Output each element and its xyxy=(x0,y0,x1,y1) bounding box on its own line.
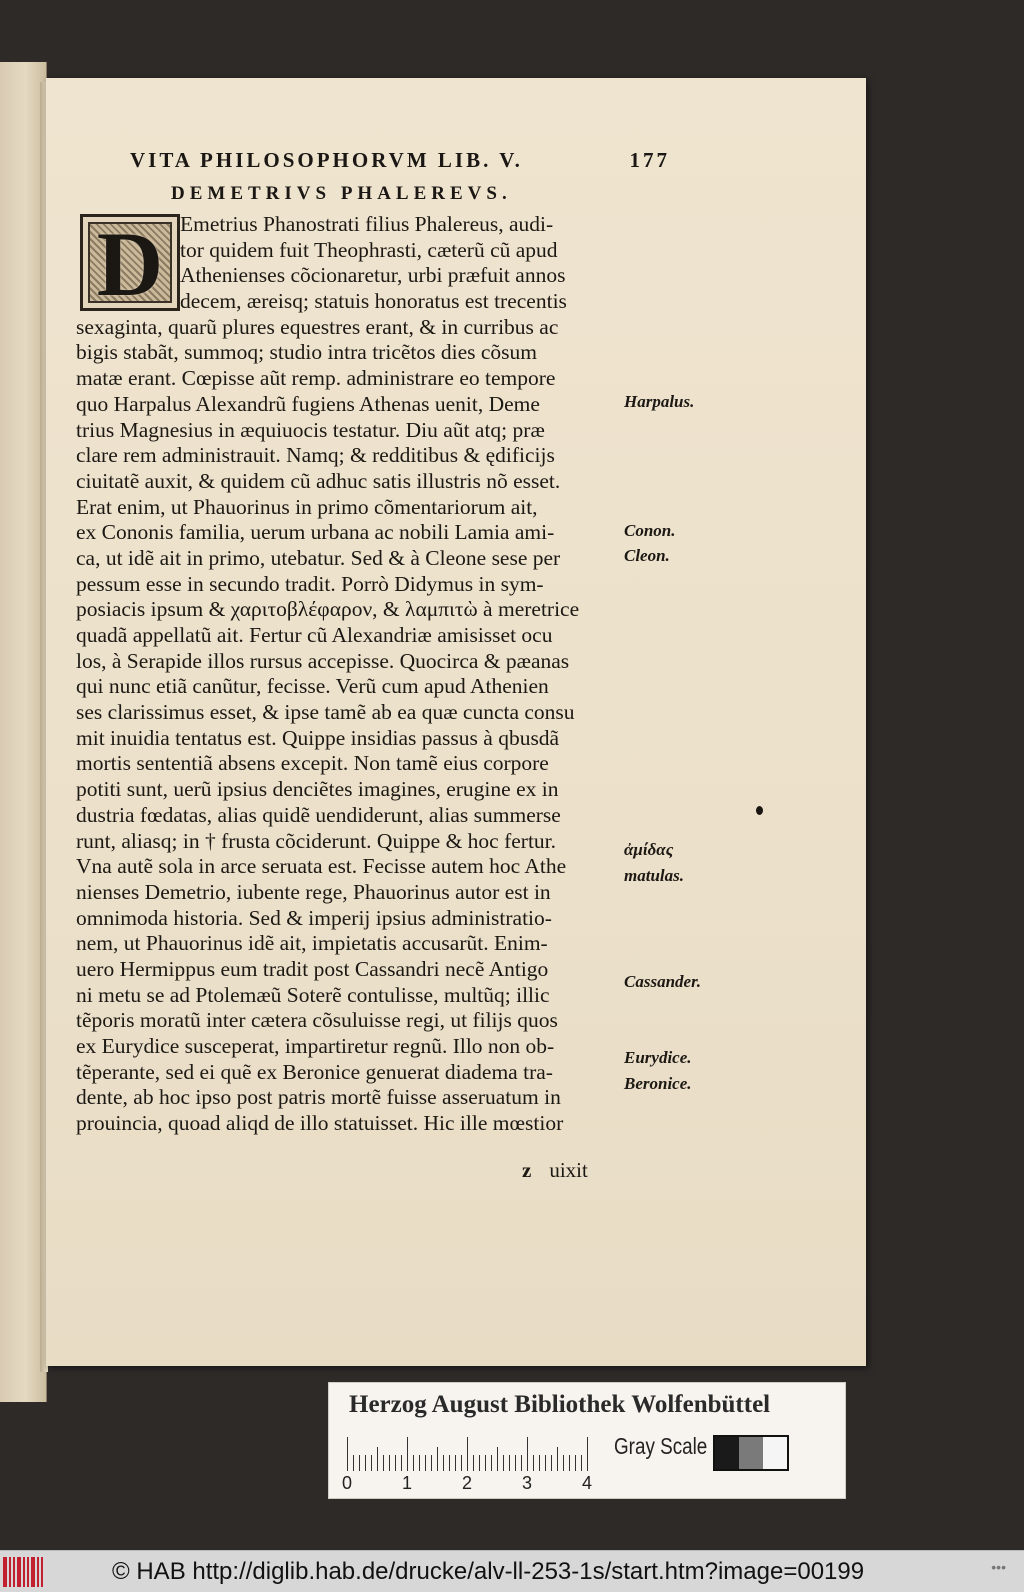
gray-swatch xyxy=(763,1437,787,1469)
text-line: prouincia, quoad aliqd de illo statuisset. Hic ille mœstior xyxy=(76,1111,564,1136)
text-line: quo Harpalus Alexandrũ fugiens Athenas uenit, Deme xyxy=(76,391,540,416)
text-line: decem, æreisq; statuis honoratus est trecentis xyxy=(180,289,567,314)
ruler-tick xyxy=(563,1455,564,1471)
book-page xyxy=(46,78,866,1366)
ruler-tick xyxy=(467,1437,468,1471)
ruler-tick xyxy=(443,1455,444,1471)
logo-bar xyxy=(41,1557,43,1587)
text-line: tẽporis moratũ inter cætera cõsuluisse regi, ut filijs quos xyxy=(76,1008,558,1033)
ruler-number: 4 xyxy=(582,1473,593,1493)
ruler-tick xyxy=(353,1455,354,1471)
margin-note: Eurydice. xyxy=(624,1048,692,1067)
text-line: Erat enim, ut Phauorinus in primo cõmentariorum ait, xyxy=(76,494,538,519)
text-line: uero Hermippus eum tradit post Cassandri necẽ Antigo xyxy=(76,956,549,981)
ruler-number: 2 xyxy=(462,1473,473,1493)
section-title: DEMETRIVS PHALEREVS. xyxy=(171,183,512,204)
gray-swatch xyxy=(715,1437,739,1469)
logo-bar xyxy=(13,1557,15,1587)
text-line: bigis stabãt, summoq; studio intra tricẽtos dies cõsum xyxy=(76,340,538,365)
ruler-tick xyxy=(515,1455,516,1471)
text-line: ex Cononis familia, uerum urbana ac nobili Lamia ami- xyxy=(76,520,555,545)
text-line: potiti sunt, uerũ ipsius denciẽtes imagines, erugine ex in xyxy=(76,777,559,802)
text-line: tẽperante, sed ei quẽ ex Beronice genuerat diadema tra- xyxy=(76,1059,553,1084)
ruler-tick xyxy=(545,1455,546,1471)
ruler-tick xyxy=(407,1437,408,1471)
text-line: pessum esse in secundo tradit. Porrò Didymus in sym- xyxy=(76,571,544,596)
ruler-tick xyxy=(431,1455,432,1471)
margin-note: ἀμίδας xyxy=(624,840,674,859)
more-icon[interactable]: ••• xyxy=(991,1559,1006,1575)
hab-barcode-logo-icon[interactable] xyxy=(3,1557,47,1587)
logo-bar xyxy=(17,1557,21,1587)
ruler-tick xyxy=(521,1455,522,1471)
ruler-tick xyxy=(581,1455,582,1471)
ruler-tick xyxy=(491,1455,492,1471)
margin-note: matulas. xyxy=(624,866,684,885)
logo-bar xyxy=(27,1557,29,1587)
ruler-tick xyxy=(539,1455,540,1471)
ruler-tick xyxy=(497,1447,498,1471)
margin-note: Cassander. xyxy=(624,972,701,991)
gray-scale-label: Gray Scale xyxy=(614,1433,708,1459)
ruler-tick xyxy=(533,1455,534,1471)
margin-note: Beronice. xyxy=(624,1074,692,1093)
ruler-tick xyxy=(455,1455,456,1471)
ruler-tick xyxy=(557,1447,558,1471)
text-line: ses clarissimus esset, & ipse tamẽ ab ea quæ cuncta consu xyxy=(76,700,575,725)
text-line: ni metu se ad Ptolemæũ Soterẽ contulisse, multũq; illic xyxy=(76,982,550,1007)
text-line: matæ erant. Cœpisse aũt remp. administrare eo tempore xyxy=(76,366,556,391)
ruler-tick xyxy=(401,1455,402,1471)
text-line: tor quidem fuit Theophrasti, cæterũ cũ apud xyxy=(180,237,558,262)
page-number: 177 xyxy=(629,148,670,172)
text-line: dente, ab hoc ipso post patris mortẽ fuisse asseruatum in xyxy=(76,1085,561,1110)
ruler-tick xyxy=(473,1455,474,1471)
ruler-tick xyxy=(359,1455,360,1471)
margin-note: Cleon. xyxy=(624,546,670,565)
text-line: mit inuidia tentatus est. Quippe insidias passus à qbusdã xyxy=(76,725,560,750)
ruler-tick xyxy=(527,1437,528,1471)
ruler-tick xyxy=(449,1455,450,1471)
ruler-number: 1 xyxy=(402,1473,413,1493)
body-text xyxy=(76,212,661,1137)
ruler-tick xyxy=(569,1455,570,1471)
ruler-tick xyxy=(437,1447,438,1471)
ruler-tick xyxy=(425,1455,426,1471)
ruler-tick xyxy=(479,1455,480,1471)
signature-mark: z xyxy=(522,1158,532,1182)
ruler-tick xyxy=(365,1455,366,1471)
text-line: qui nunc etiã canũtur, fecisse. Verũ cum apud Athenien xyxy=(76,674,549,699)
logo-bar xyxy=(9,1557,11,1587)
text-line: posiacis ipsum & χαριτοβλέφαρον, & λαμπιτὼ à meretrice xyxy=(76,597,580,622)
scale-ruler xyxy=(342,1437,597,1493)
text-line: ex Eurydice susceperat, impartiretur regnũ. Illo non ob- xyxy=(76,1034,555,1058)
logo-bar xyxy=(31,1557,35,1587)
text-line: nienses Demetrio, iubente rege, Phauorinus autor est in xyxy=(76,879,551,904)
text-line: mortis sententiã absens excepit. Non tamẽ eius corpore xyxy=(76,751,549,776)
ruler-tick xyxy=(377,1447,378,1471)
ruler-tick xyxy=(551,1455,552,1471)
ruler-tick xyxy=(503,1455,504,1471)
ruler-tick xyxy=(383,1455,384,1471)
catchword: uixit xyxy=(549,1158,588,1182)
text-line: los, à Serapide illos rursus accepisse. Quocirca & pæanas xyxy=(76,648,570,673)
copyright-url[interactable]: © HAB http://diglib.hab.de/drucke/alv-ll-253-1s/start.htm?image=00199 xyxy=(112,1558,865,1585)
running-head xyxy=(130,148,670,173)
ruler-tick xyxy=(347,1437,348,1471)
ruler-tick xyxy=(395,1455,396,1471)
status-bar xyxy=(0,1550,1024,1592)
color-calibration-card xyxy=(328,1382,846,1499)
text-line: Athenienses cõcionaretur, urbi præfuit annos xyxy=(180,263,566,288)
text-line: ca, ut idẽ ait in primo, utebatur. Sed & à Cleone sese per xyxy=(76,545,561,570)
text-line: clare rem administrauit. Namq; & redditibus & ędificijs xyxy=(76,443,555,468)
catchword-line xyxy=(522,1158,588,1183)
text-line: trius Magnesius in æquiuocis testatur. Diu aũt atq; præ xyxy=(76,417,545,442)
logo-bar xyxy=(3,1557,7,1587)
text-line: runt, aliasq; in † frusta cõciderunt. Quippe & hoc fertur. xyxy=(76,828,557,853)
margin-note: Harpalus. xyxy=(624,392,695,411)
ruler-tick xyxy=(485,1455,486,1471)
logo-bar xyxy=(37,1557,39,1587)
logo-bar xyxy=(23,1557,25,1587)
ruler-tick xyxy=(419,1455,420,1471)
text-line: sexaginta, quarũ plures equestres erant, & in curribus ac xyxy=(76,314,559,339)
gray-scale-swatches xyxy=(713,1435,789,1471)
library-name: Herzog August Bibliothek Wolfenbüttel xyxy=(349,1391,771,1418)
ruler-tick xyxy=(371,1455,372,1471)
text-line: quadã appellatũ ait. Fertur cũ Alexandriæ amisisset ocu xyxy=(76,623,553,647)
ruler-tick xyxy=(575,1455,576,1471)
text-line: dustria fœdatas, alias quidẽ uendiderunt, alias summerse xyxy=(76,802,561,827)
text-line: Vna autẽ sola in arce seruata est. Fecisse autem hoc Athe xyxy=(76,854,567,879)
ruler-tick xyxy=(413,1455,414,1471)
running-head-title: VITA PHILOSOPHORVM LIB. V. xyxy=(130,148,523,172)
ruler-number: 0 xyxy=(342,1473,353,1493)
initial-letter: D xyxy=(96,213,164,315)
gray-swatch xyxy=(739,1437,763,1469)
ruler-tick xyxy=(461,1455,462,1471)
text-line: omnimoda historia. Sed & imperij ipsius administratio- xyxy=(76,905,552,930)
text-line: ciuitatẽ auxit, & quidem cũ adhuc satis illustris nõ esset. xyxy=(76,468,561,493)
ruler-tick xyxy=(509,1455,510,1471)
ink-speck xyxy=(756,806,763,815)
text-line: nem, ut Phauorinus idẽ ait, impietatis accusarũt. Enim- xyxy=(76,931,548,956)
text-line: Emetrius Phanostrati filius Phalereus, audi- xyxy=(180,212,554,236)
ruler-tick xyxy=(389,1455,390,1471)
ruler-number: 3 xyxy=(522,1473,533,1493)
margin-note: Conon. xyxy=(624,521,676,540)
ruler-tick xyxy=(587,1437,588,1471)
